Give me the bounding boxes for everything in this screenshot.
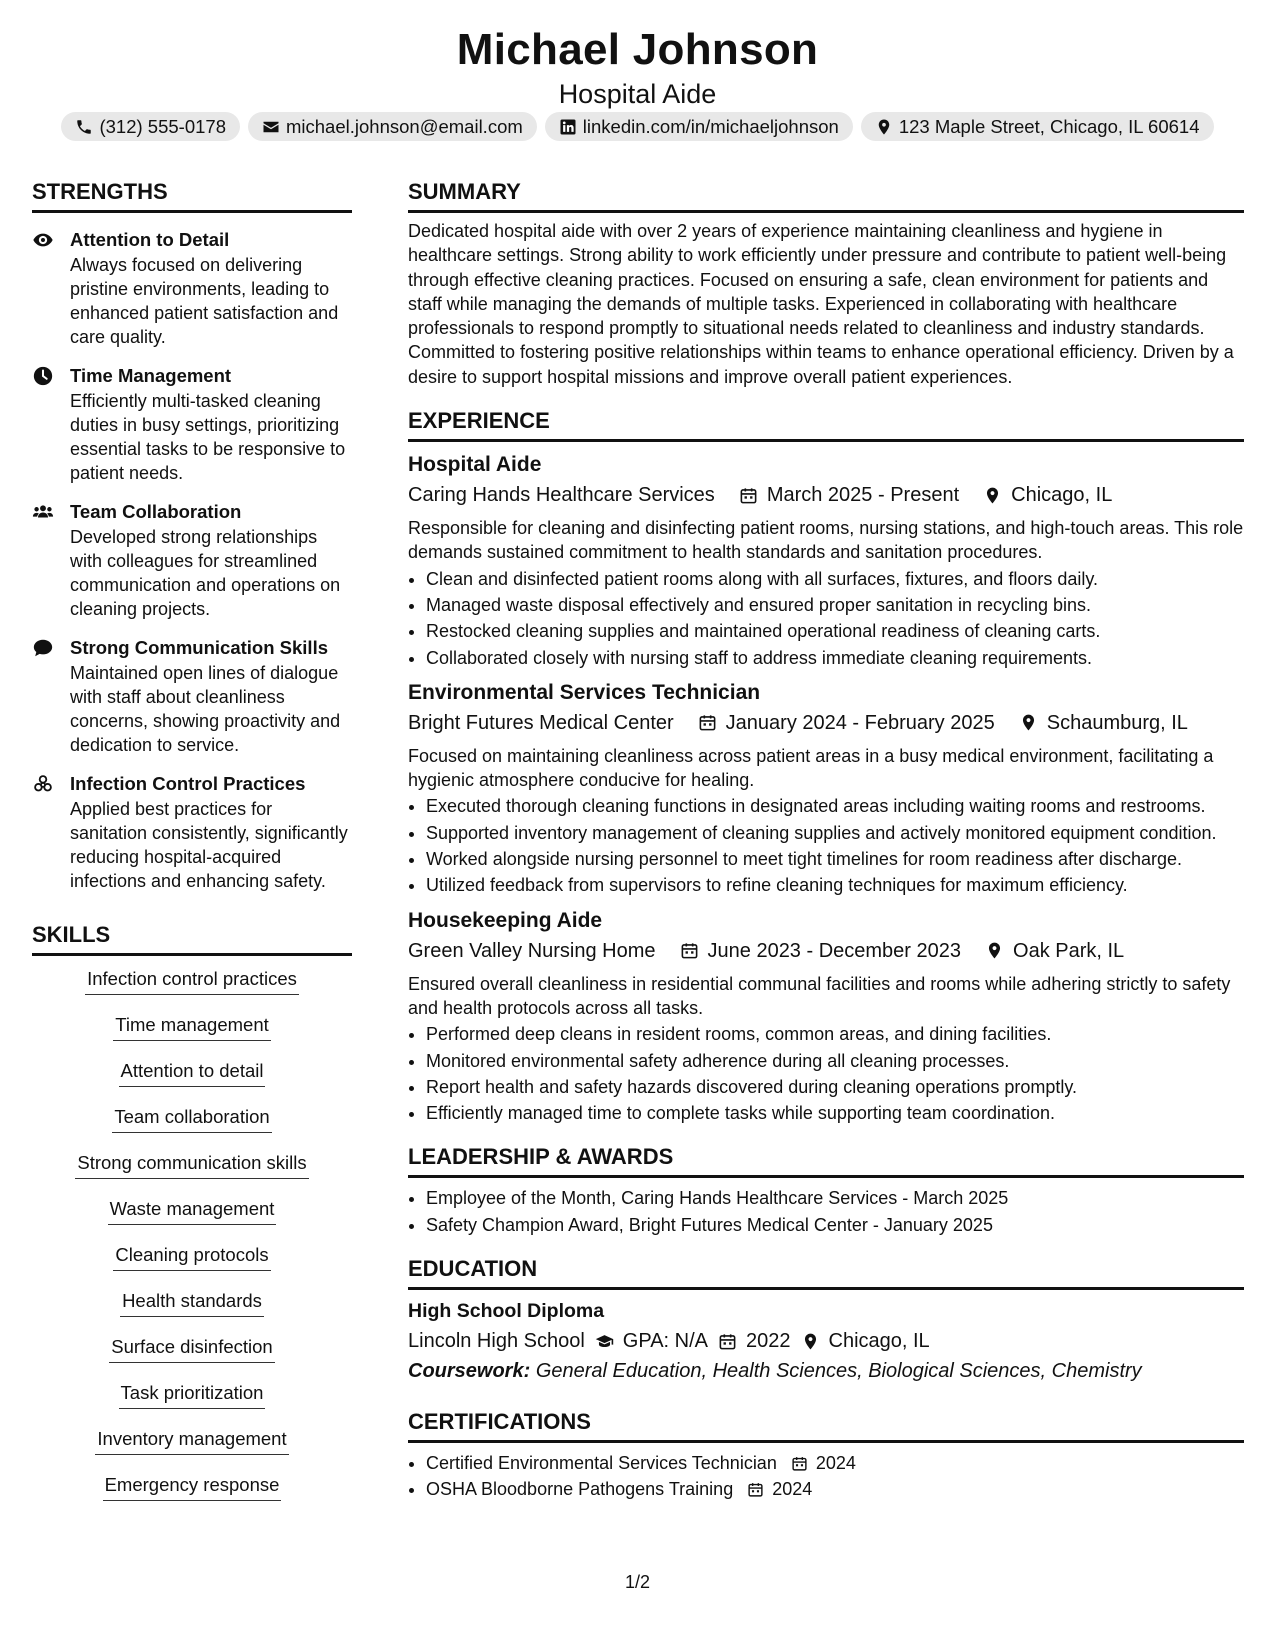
eye-icon bbox=[32, 229, 54, 251]
calendar-icon bbox=[791, 1455, 808, 1472]
job-location: Oak Park, IL bbox=[1013, 939, 1125, 962]
contact-linkedin-text: linkedin.com/in/michaeljohnson bbox=[582, 115, 839, 137]
education-year: 2022 bbox=[746, 1330, 791, 1353]
certification-name: • Certified Environmental Services Technician bbox=[426, 1453, 777, 1474]
job-bullet: • Managed waste disposal effectively and ensured proper sanitation in recycling bins. bbox=[426, 593, 1244, 617]
education-degree: High School Diploma bbox=[408, 1300, 605, 1323]
education-coursework bbox=[408, 1356, 1244, 1386]
job-company: Bright Futures Medical Center bbox=[408, 711, 674, 734]
summary-section bbox=[408, 176, 1244, 389]
job-title: Hospital Aide bbox=[408, 453, 542, 477]
skill-tag: Time management bbox=[113, 1012, 271, 1041]
strength-title: Team Collaboration bbox=[70, 501, 242, 522]
skill-tag: Infection control practices bbox=[85, 966, 299, 995]
strength-desc: Maintained open lines of dialogue with staff about cleanliness concerns, showing proactivity and dedication to service. bbox=[70, 663, 341, 755]
certification-year: 2024 bbox=[815, 1453, 856, 1474]
job-bullet: • Clean and disinfected patient rooms along with all surfaces, fixtures, and floors daily. bbox=[426, 567, 1244, 591]
job-meta bbox=[408, 708, 1244, 738]
calendar-icon bbox=[680, 941, 699, 960]
contact-phone-text: (312) 555-0178 bbox=[99, 115, 226, 137]
education-gpa: GPA: N/A bbox=[622, 1330, 708, 1353]
candidate-role: Hospital Aide bbox=[558, 79, 717, 109]
skill-tag: Task prioritization bbox=[119, 1380, 266, 1409]
calendar-icon bbox=[718, 1332, 737, 1351]
strength-desc: Always focused on delivering pristine environments, leading to enhanced patient satisfaction and care quality. bbox=[70, 255, 339, 347]
candidate-name: Michael Johnson bbox=[456, 25, 819, 74]
skill-tag: Emergency response bbox=[103, 1472, 282, 1501]
job-bullet: • Executed thorough cleaning functions in designated areas including waiting rooms and restrooms. bbox=[426, 794, 1244, 818]
job-bullet: • Collaborated closely with nursing staff to address immediate cleaning requirements. bbox=[426, 646, 1244, 670]
strength-desc: Developed strong relationships with colleagues for streamlined communication and operations on cleaning projects. bbox=[70, 527, 341, 619]
left-column bbox=[32, 176, 352, 1518]
certification-year: 2024 bbox=[772, 1479, 813, 1500]
skill-tag: Team collaboration bbox=[112, 1104, 271, 1133]
coursework-label: Coursework: bbox=[408, 1360, 531, 1383]
strengths-title: STRENGTHS bbox=[32, 176, 352, 213]
strength-title: Attention to Detail bbox=[70, 229, 230, 250]
map-pin-icon bbox=[985, 941, 1004, 960]
job-title: Housekeeping Aide bbox=[408, 908, 603, 932]
calendar-icon bbox=[739, 486, 758, 505]
certification-name: • OSHA Bloodborne Pathogens Training bbox=[426, 1479, 734, 1500]
map-pin-icon bbox=[801, 1332, 820, 1351]
right-column bbox=[408, 176, 1244, 1504]
job-description: Focused on maintaining cleanliness across patient areas in a busy medical environment, facilitating a hygienic atmosphere conducive for healing. bbox=[408, 745, 1214, 791]
job-bullet: • Restocked cleaning supplies and maintained operational readiness of cleaning carts. bbox=[426, 619, 1244, 643]
comment-icon bbox=[32, 637, 54, 659]
job-company: Caring Hands Healthcare Services bbox=[408, 484, 715, 507]
skill-tag: Strong communication skills bbox=[75, 1150, 308, 1179]
job-location: Chicago, IL bbox=[1011, 484, 1113, 507]
linkedin-icon bbox=[559, 118, 577, 136]
job-bullet: • Worked alongside nursing personnel to meet tight timelines for room readiness after discharge. bbox=[426, 847, 1244, 871]
education-section bbox=[408, 1253, 1244, 1386]
page-number: 1/2 bbox=[624, 1572, 651, 1592]
job-entry bbox=[408, 678, 1244, 898]
skill-tag: Cleaning protocols bbox=[113, 1242, 270, 1271]
envelope-icon bbox=[262, 118, 280, 136]
skill-tag: Waste management bbox=[108, 1196, 277, 1225]
awards-title: LEADERSHIP & AWARDS bbox=[408, 1141, 1244, 1178]
job-description: Responsible for cleaning and disinfecting patient rooms, nursing stations, and high-touch areas. This role demands sustained commitment to health standards and sanitation procedures. bbox=[408, 518, 1244, 563]
certifications-title: CERTIFICATIONS bbox=[408, 1406, 1244, 1443]
strength-desc: Applied best practices for sanitation consistently, significantly reducing hospital-acquired infections and enhancing safety. bbox=[70, 799, 348, 891]
contact-linkedin[interactable] bbox=[545, 112, 853, 141]
job-company: Green Valley Nursing Home bbox=[408, 939, 656, 962]
strength-item bbox=[32, 363, 352, 485]
skill-tag: Attention to detail bbox=[119, 1058, 266, 1087]
job-description: Ensured overall cleanliness in residential communal facilities and rooms while adhering strictly to safety and health protocols across all tasks. bbox=[408, 973, 1231, 1018]
education-location: Chicago, IL bbox=[828, 1330, 930, 1353]
awards-section bbox=[408, 1141, 1244, 1237]
education-title: EDUCATION bbox=[408, 1253, 1244, 1290]
graduation-cap-icon bbox=[595, 1332, 614, 1351]
certification-item bbox=[426, 1477, 1244, 1501]
experience-title: EXPERIENCE bbox=[408, 405, 1244, 442]
strength-title: Strong Communication Skills bbox=[70, 637, 328, 658]
job-dates: March 2025 - Present bbox=[766, 484, 960, 507]
job-bullets bbox=[408, 1022, 1244, 1125]
strength-item bbox=[32, 227, 352, 349]
job-entry bbox=[408, 450, 1244, 670]
skill-tag: Surface disinfection bbox=[109, 1334, 274, 1363]
job-bullet: • Utilized feedback from supervisors to refine cleaning techniques for maximum efficiency. bbox=[426, 873, 1244, 897]
job-bullets bbox=[408, 567, 1244, 670]
job-bullets bbox=[408, 794, 1244, 897]
award-item: • Safety Champion Award, Bright Futures Medical Center - January 2025 bbox=[426, 1213, 1244, 1237]
job-bullet: • Supported inventory management of cleaning supplies and actively monitored equipment condition. bbox=[426, 821, 1244, 845]
job-title: Environmental Services Technician bbox=[408, 680, 761, 704]
job-bullet: • Report health and safety hazards discovered during cleaning operations promptly. bbox=[426, 1075, 1244, 1099]
job-entry bbox=[408, 906, 1244, 1126]
job-bullet: • Performed deep cleans in resident rooms, common areas, and dining facilities. bbox=[426, 1022, 1244, 1046]
contact-email[interactable] bbox=[248, 112, 537, 141]
certification-item bbox=[426, 1451, 1244, 1475]
contact-address[interactable] bbox=[861, 112, 1214, 141]
strength-item bbox=[32, 635, 352, 757]
coursework-text: General Education, Health Sciences, Biological Sciences, Chemistry bbox=[535, 1360, 1142, 1383]
experience-section bbox=[408, 405, 1244, 1125]
users-icon bbox=[32, 501, 54, 523]
job-location: Schaumburg, IL bbox=[1046, 711, 1188, 734]
contact-bar bbox=[0, 112, 1275, 141]
job-meta bbox=[408, 936, 1244, 966]
strength-item bbox=[32, 771, 352, 893]
strength-desc: Efficiently multi-tasked cleaning duties in busy settings, prioritizing essential tasks to be responsive to patient needs. bbox=[70, 391, 346, 483]
award-item: • Employee of the Month, Caring Hands Healthcare Services - March 2025 bbox=[426, 1186, 1244, 1210]
certifications-section bbox=[408, 1406, 1244, 1502]
resume-header bbox=[0, 22, 1275, 110]
summary-title: SUMMARY bbox=[408, 176, 1244, 213]
map-pin-icon bbox=[875, 118, 893, 136]
clock-icon bbox=[32, 365, 54, 387]
certifications-list bbox=[408, 1451, 1244, 1502]
map-pin-icon bbox=[983, 486, 1002, 505]
skills-list bbox=[32, 966, 352, 1501]
map-pin-icon bbox=[1019, 713, 1038, 732]
job-dates: June 2023 - December 2023 bbox=[707, 939, 962, 962]
skill-tag: Inventory management bbox=[95, 1426, 288, 1455]
contact-phone[interactable] bbox=[61, 112, 240, 141]
skills-title: SKILLS bbox=[32, 919, 352, 956]
contact-email-text: michael.johnson@email.com bbox=[286, 115, 523, 137]
job-bullet: • Efficiently managed time to complete tasks while supporting team coordination. bbox=[426, 1101, 1244, 1125]
summary-text: Dedicated hospital aide with over 2 years of experience maintaining cleanliness and hygiene in healthcare settings. Strong ability to work efficiently under pressure and contribute to patient well-being through effective cleaning practices. Focused on ensuring a safe, clean environment for patients and staff while managing the demands of multiple tasks. Experienced in collaborating with healthcare professionals to respond promptly to situational needs related to cleanliness and industry standards. Committed to fostering positive relationships within teams to enhance operational efficiency. Driven by a desire to support hospital missions and improve overall patient experiences. bbox=[408, 221, 1234, 387]
job-bullet: • Monitored environmental safety adherence during all cleaning processes. bbox=[426, 1049, 1244, 1073]
skills-section bbox=[32, 919, 352, 1501]
education-meta bbox=[408, 1326, 1244, 1356]
job-dates: January 2024 - February 2025 bbox=[725, 711, 995, 734]
biohazard-icon bbox=[32, 773, 54, 795]
strengths-list bbox=[32, 227, 352, 893]
education-school: Lincoln High School bbox=[408, 1330, 585, 1353]
calendar-icon bbox=[698, 713, 717, 732]
awards-list bbox=[408, 1186, 1244, 1237]
skill-tag: Health standards bbox=[120, 1288, 264, 1317]
phone-icon bbox=[75, 118, 93, 136]
strength-title: Infection Control Practices bbox=[70, 773, 306, 794]
calendar-icon bbox=[747, 1481, 764, 1498]
strength-item bbox=[32, 499, 352, 621]
job-meta bbox=[408, 480, 1244, 510]
strength-title: Time Management bbox=[70, 365, 232, 386]
contact-address-text: 123 Maple Street, Chicago, IL 60614 bbox=[898, 115, 1200, 137]
